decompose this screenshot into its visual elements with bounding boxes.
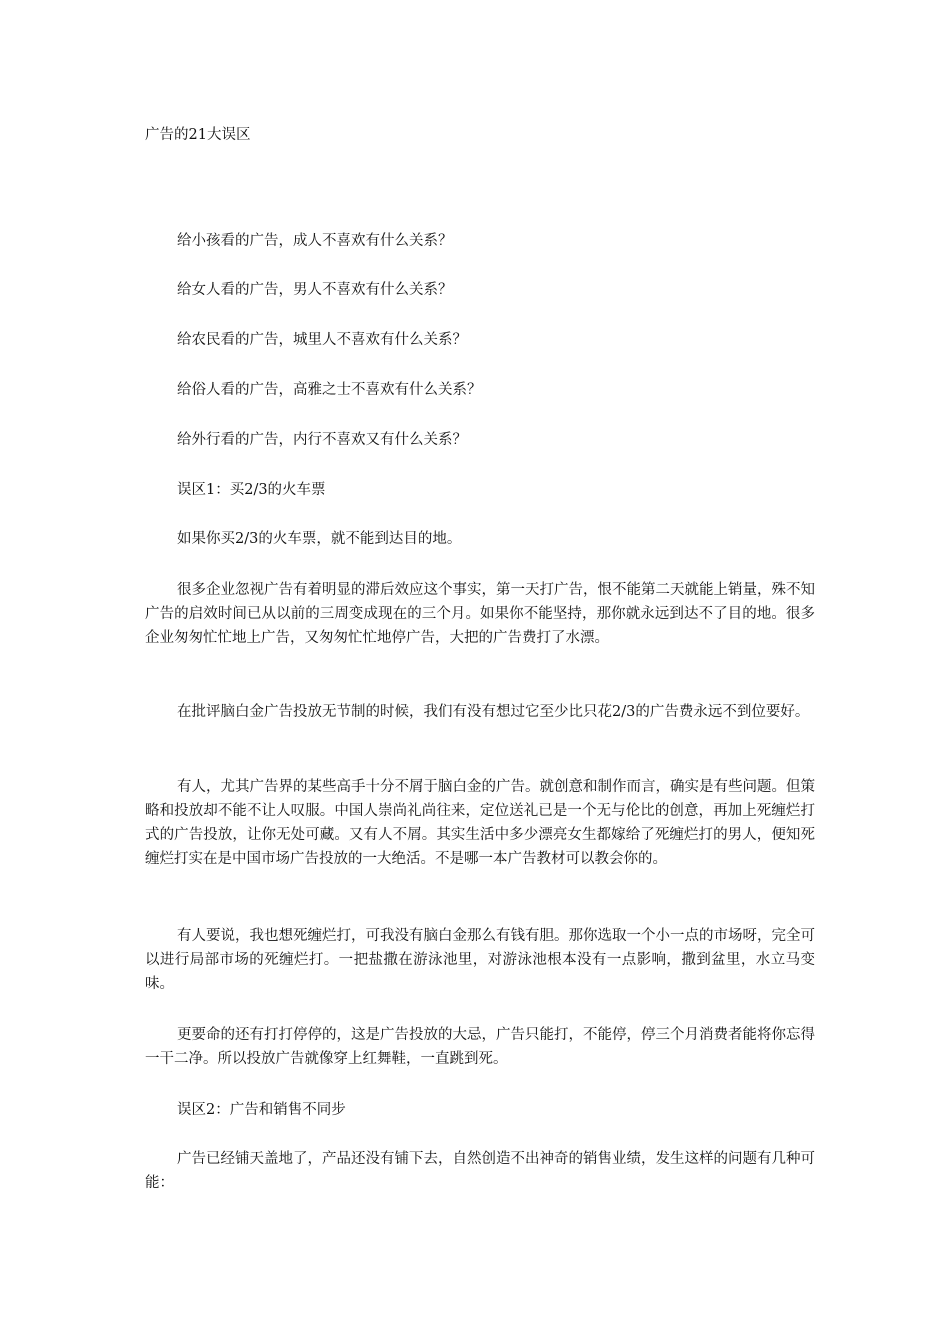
paragraph-3: 给农民看的广告，城里人不喜欢有什么关系？	[177, 332, 467, 348]
paragraph-14: 广告已经铺天盖地了，产品还没有铺下去，自然创造不出神奇的销售业绩，发生这样的问题有几种可能：	[145, 1151, 815, 1191]
paragraph-10: 有人，尤其广告界的某些高手十分不屑于脑白金的广告。就创意和制作而言，确实是有些问题。但策略和投放却不能不让人叹服。中国人崇尚礼尚往来，定位送礼已是一个无与伦比的创意，再加上死缠烂打式的广告投放，让你无处可藏。又有人不屑。其实生活中多少漂亮女生都嫁给了死缠烂打的男人，便知死缠烂打实在是中国市场广告投放的一大绝活。不是哪一本广告教材可以教会你的。	[145, 779, 815, 867]
paragraph-12: 更要命的还有打打停停的，这是广告投放的大忌，广告只能打，不能停，停三个月消费者能将你忘得一干二净。所以投放广告就像穿上红舞鞋，一直跳到死。	[145, 1027, 815, 1067]
paragraph-5: 给外行看的广告，内行不喜欢又有什么关系？	[177, 432, 467, 448]
section-heading-2: 误区2：广告和销售不同步	[177, 1102, 346, 1118]
paragraph-2: 给女人看的广告，男人不喜欢有什么关系？	[177, 282, 453, 298]
paragraph-1: 给小孩看的广告，成人不喜欢有什么关系？	[177, 233, 453, 249]
paragraph-11: 有人要说，我也想死缠烂打，可我没有脑白金那么有钱有胆。那你选取一个小一点的市场呀，完全可以进行局部市场的死缠烂打。一把盐撒在游泳池里，对游泳池根本没有一点影响，撒到盆里，水立马变味。	[145, 928, 815, 992]
paragraph-8: 很多企业忽视广告有着明显的滞后效应这个事实，第一天打广告，恨不能第二天就能上销量，殊不知广告的启效时间已从以前的三周变成现在的三个月。如果你不能坚持，那你就永远到达不了目的地。很多企业匆匆忙忙地上广告，又匆匆忙忙地停广告，大把的广告费打了水漂。	[145, 582, 815, 646]
section-heading-1: 误区1：买2/3的火车票	[177, 482, 326, 498]
paragraph-9: 在批评脑白金广告投放无节制的时候，我们有没有想过它至少比只花2/3的广告费永远不到位要好。	[177, 704, 810, 720]
document-title: 广告的21大误区	[145, 127, 251, 143]
paragraph-7: 如果你买2/3的火车票，就不能到达目的地。	[177, 531, 462, 547]
paragraph-4: 给俗人看的广告，高雅之士不喜欢有什么关系？	[177, 382, 482, 398]
